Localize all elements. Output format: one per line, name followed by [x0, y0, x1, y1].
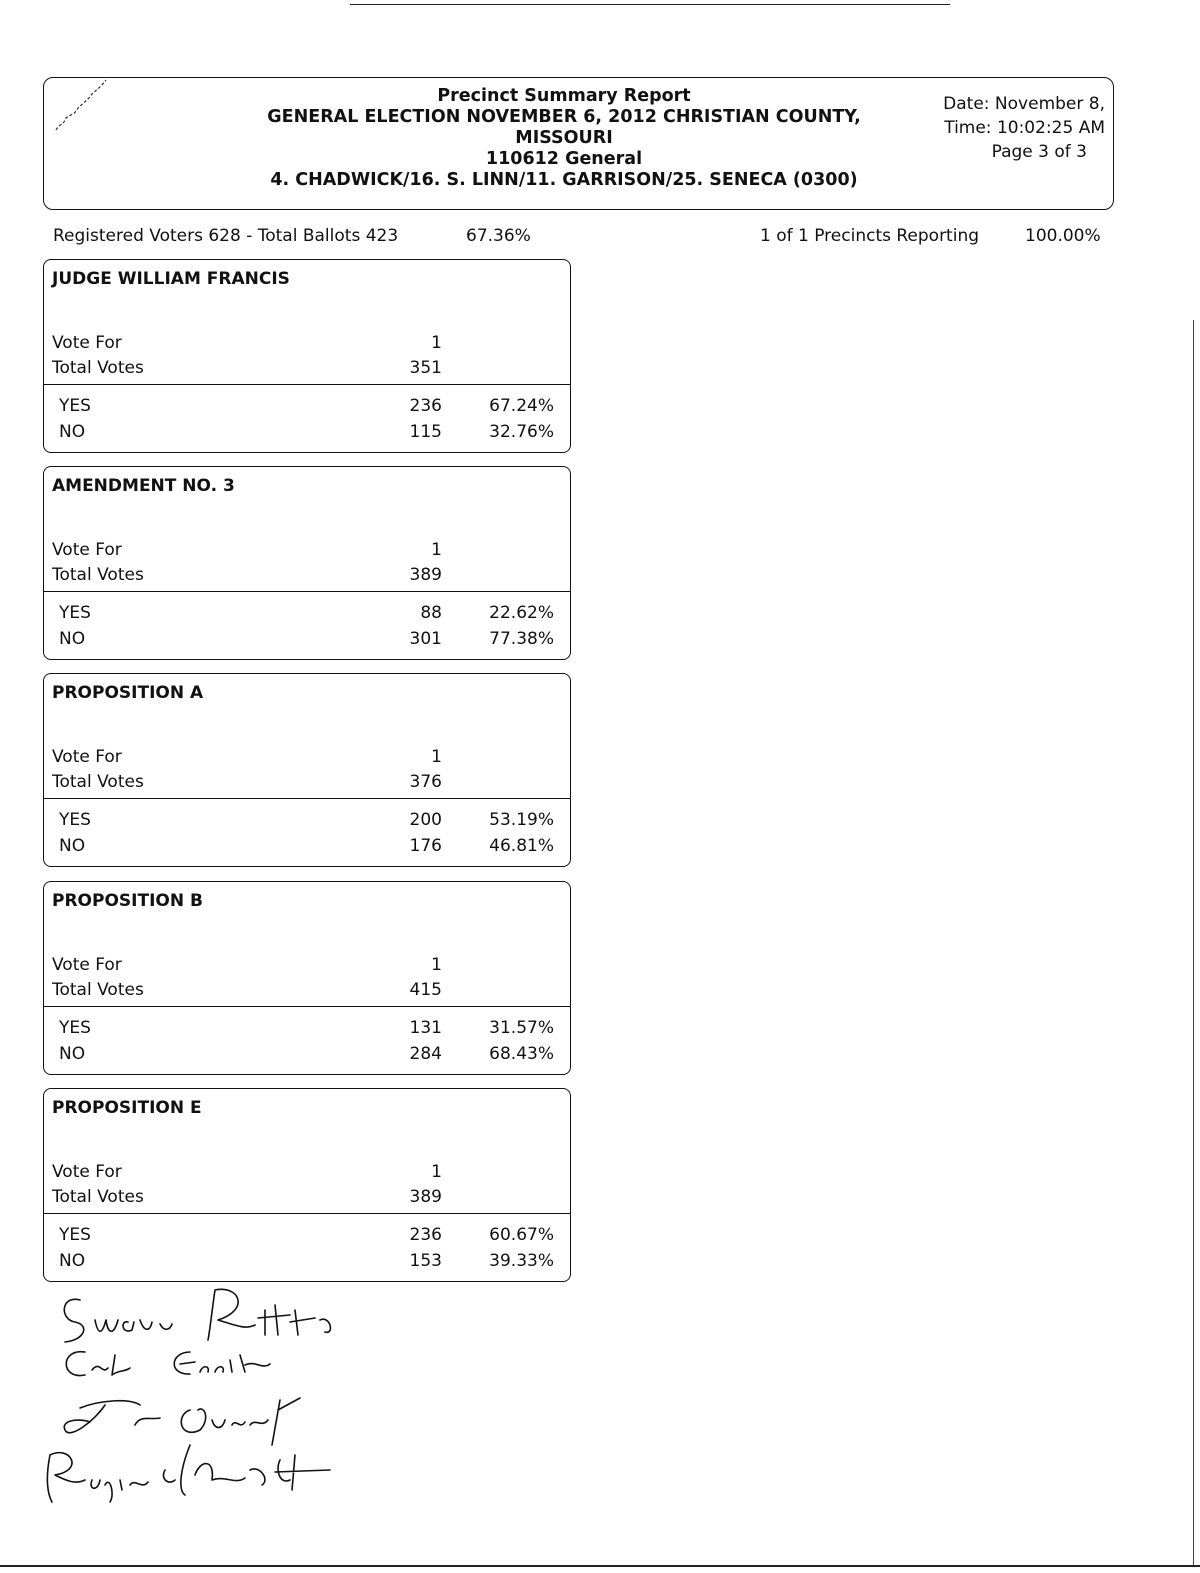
choice-percent: 68.43%: [489, 1043, 554, 1064]
choice-percent: 67.24%: [489, 396, 554, 416]
contest-box: [43, 259, 571, 453]
election-code: 110612 General: [485, 149, 643, 169]
vote-for-label: Vote For: [52, 747, 122, 768]
report-date: Date: November 8,: [943, 94, 1105, 114]
choice-label: NO: [59, 422, 86, 442]
report-header: [43, 77, 1114, 210]
vote-for-label: Vote For: [52, 954, 122, 975]
contest-box: [43, 881, 571, 1075]
choice-votes: 301: [409, 629, 442, 650]
vote-for-label: Vote For: [52, 333, 122, 353]
header-meta: [915, 92, 1105, 164]
choice-label: YES: [59, 396, 91, 416]
results-divider: [44, 591, 570, 592]
choice-votes: 236: [409, 1224, 442, 1245]
choice-votes: 284: [409, 1043, 442, 1064]
choice-label: NO: [59, 1043, 86, 1064]
contest-title: PROPOSITION E: [52, 1097, 202, 1118]
scan-edge-top: [350, 4, 950, 5]
vote-for-value: 1: [431, 747, 442, 768]
page-number: Page 3 of 3: [991, 142, 1087, 162]
contest-box: [43, 1088, 571, 1282]
total-votes-value: 389: [409, 1186, 442, 1207]
choice-percent: 60.67%: [489, 1224, 554, 1245]
total-votes-label: Total Votes: [52, 1186, 144, 1207]
precincts-reporting-text: 1 of 1 Precincts Reporting: [760, 226, 980, 246]
report-time: Time: 10:02:25 AM: [944, 118, 1105, 138]
choice-votes: 115: [409, 422, 442, 442]
results-divider: [44, 1213, 570, 1214]
vote-for-value: 1: [431, 954, 442, 975]
signatures-handwritten: [40, 1280, 400, 1510]
total-votes-value: 415: [409, 979, 442, 1000]
election-title-line2: MISSOURI: [515, 128, 613, 148]
choice-label: YES: [59, 1224, 91, 1245]
total-votes-value: 389: [409, 565, 442, 586]
choice-label: NO: [59, 1250, 86, 1271]
total-votes-value: 351: [409, 358, 442, 378]
vote-for-value: 1: [431, 1161, 442, 1182]
total-votes-value: 376: [409, 772, 442, 793]
choice-percent: 22.62%: [489, 603, 554, 624]
choice-percent: 46.81%: [489, 836, 554, 857]
results-divider: [44, 1006, 570, 1007]
results-divider: [44, 384, 570, 385]
precincts-reporting-summary: [760, 225, 1101, 247]
total-votes-label: Total Votes: [52, 565, 144, 586]
choice-votes: 131: [409, 1017, 442, 1038]
choice-label: NO: [59, 629, 86, 650]
choice-votes: 176: [409, 836, 442, 857]
choice-label: NO: [59, 836, 86, 857]
choice-percent: 53.19%: [489, 810, 554, 831]
scan-edge-bottom: [0, 1565, 1200, 1567]
scan-edge-right: [1193, 320, 1194, 1565]
choice-percent: 77.38%: [489, 629, 554, 650]
vote-for-value: 1: [431, 540, 442, 561]
turnout-percent: 67.36%: [466, 226, 531, 246]
registered-ballots-text: Registered Voters 628 - Total Ballots 423: [53, 226, 399, 246]
reporting-percent: 100.00%: [1025, 226, 1101, 246]
precinct-name: 4. CHADWICK/16. S. LINN/11. GARRISON/25. SENECA (0300): [270, 170, 858, 190]
results-divider: [44, 798, 570, 799]
header-title-block: [204, 86, 924, 191]
vote-for-label: Vote For: [52, 1161, 122, 1182]
choice-label: YES: [59, 1017, 91, 1038]
choice-percent: 31.57%: [489, 1017, 554, 1038]
contest-title: AMENDMENT NO. 3: [52, 476, 235, 497]
choice-label: YES: [59, 603, 91, 624]
report-title: Precinct Summary Report: [437, 86, 691, 106]
election-title-line1: GENERAL ELECTION NOVEMBER 6, 2012 CHRISTIAN COUNTY,: [267, 107, 861, 127]
corner-mark-icon: [48, 78, 118, 138]
choice-votes: 236: [409, 396, 442, 416]
contest-title: PROPOSITION A: [52, 683, 204, 704]
total-votes-label: Total Votes: [52, 358, 144, 378]
total-votes-label: Total Votes: [52, 772, 144, 793]
registered-voters-summary: [53, 225, 531, 247]
choice-label: YES: [59, 810, 91, 831]
choice-percent: 32.76%: [489, 422, 554, 442]
vote-for-label: Vote For: [52, 540, 122, 561]
choice-votes: 88: [420, 603, 442, 624]
contest-title: PROPOSITION B: [52, 890, 203, 911]
contest-box: [43, 466, 571, 660]
choice-votes: 200: [409, 810, 442, 831]
contest-box: [43, 673, 571, 867]
total-votes-label: Total Votes: [52, 979, 144, 1000]
contest-title: JUDGE WILLIAM FRANCIS: [52, 269, 290, 289]
choice-percent: 39.33%: [489, 1250, 554, 1271]
vote-for-value: 1: [431, 333, 442, 353]
choice-votes: 153: [409, 1250, 442, 1271]
